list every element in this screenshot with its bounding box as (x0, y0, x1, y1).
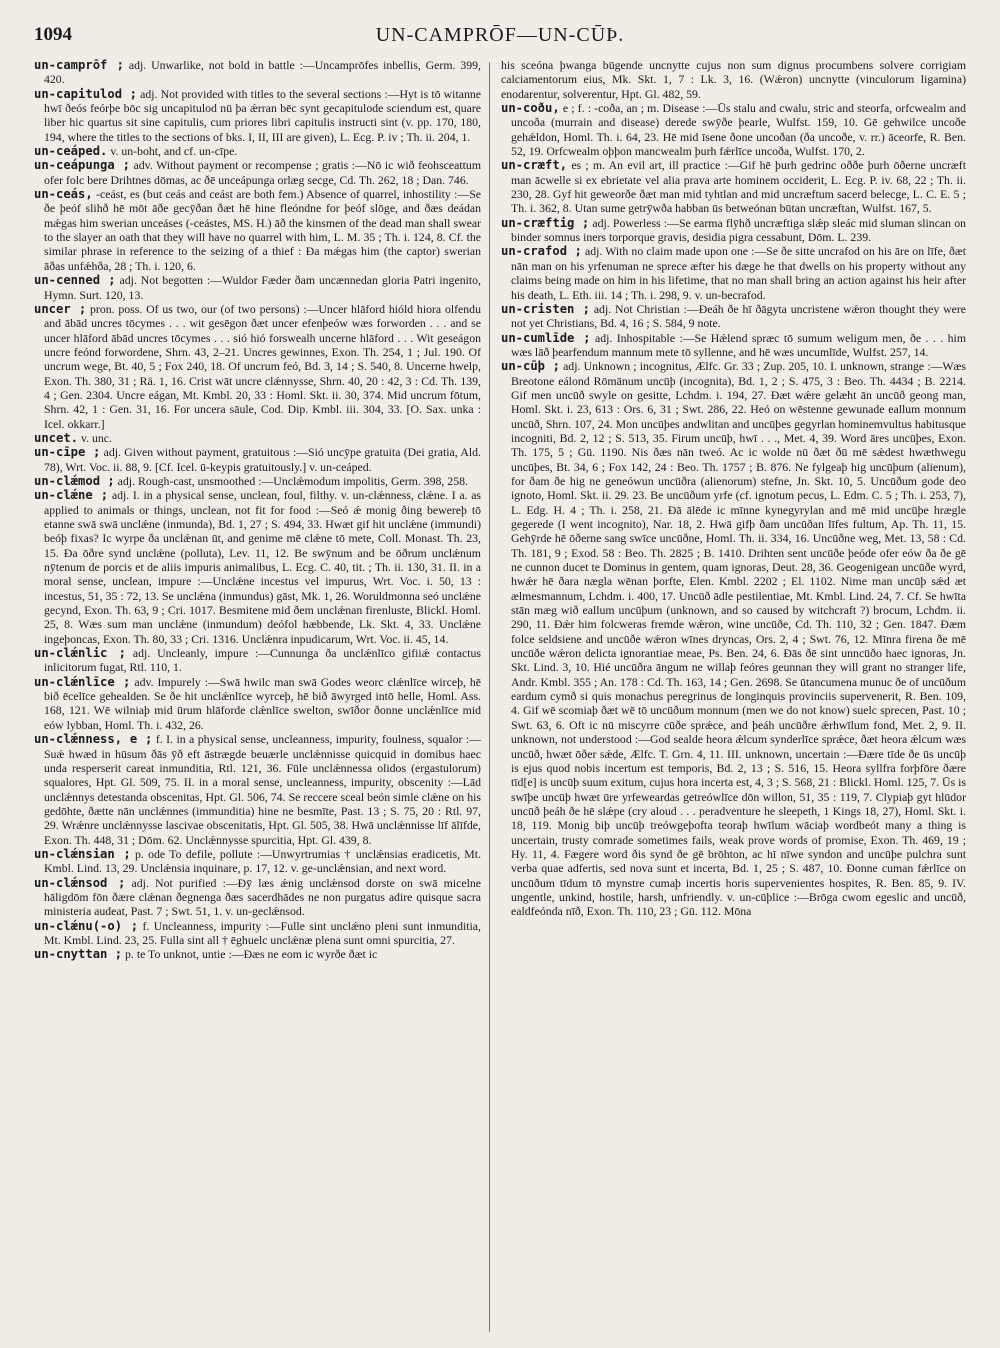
dictionary-entry (34, 488, 481, 646)
entry-text: adj. Unwarlike, not bold in battle :—Uncamprōfes inbellis, Germ. 399, 420. (44, 58, 481, 87)
dictionary-entry (34, 58, 481, 87)
dictionary-entry (34, 474, 481, 488)
entry-headword: un-cræftig ; (501, 215, 590, 230)
dictionary-entry (34, 876, 481, 919)
entry-headword: un-clǽnlīce ; (34, 674, 131, 689)
column-divider (489, 62, 490, 1332)
entry-headword: un-clǽnness, e ; (34, 732, 153, 747)
dictionary-entry (34, 732, 481, 847)
entry-headword: un-clǽnsian ; (34, 846, 131, 861)
entry-text: adj. Unknown ; incognitus, Ælfc. Gr. 33 ; Zup. 205, 10. I. unknown, strange :—Wæs Breotone eálond Rōmānum uncūþ (incognita), Bd. 1, 2 ; S. 475, 3 : Beo. Th. 4434 ; B. 2214. Gif men uncūð swyle on gesitte, Lchdm. i. 194, 27. Ðæt wǽre gelæht ān uncūð geong man, Homl. Skt. i. 23, 613 : Ors. 6, 31 ; Swt. 286, 22. Heó on wēstenne gewunade eallum monnum uncūð, Shrn. 107, 24. Mon uncūþes andwlitan and uncūþes gegyrlan hominemvultus habitusque incogniti, Bd. 2, 12 ; S. 513, 35. Firum uncūþ, hwī . . ., Met. 4, 39. Word āres uncūþes, Exon. Th. 175, 5 ; Gū. 1190. Nis ðæs nān tweó. Ac ic wolde nū ðæt ðū mē sǽdest hwæthwegu uncūþes, Bt. 34, 6 ; Fox 142, 24 : Beo. Th. 1757 ; B. 876. Ne fylgeaþ hig uncūþum (alienum), for ðam ðe hig ne geneówun uncūðra (alienorum) stefne, Jn. Skt. 10, 5. Uncūðum gode deo ignoto, Homl. Skt. ii. 29. 23. Be uncūðum yrfe (cf. ignotum pecus, L. Edm. C. 5 ; Th. i. 253, 7), L. Edg. H. 4 ; Th. i. 258, 21. Ðā ālēde ic mīnne kynegyrylan and mē mid uncūþe hrægle gegerede (I went incognito), Nar. 18, 2. Hwā gifþ ðam uncūðan līfes fultum, Ap. Th. 11, 15. Gehȳrde hē ōðerne sang swīce uncūðne, Homl. Th. ii. 334, 16. Uncūðne weg, Met. 13, 58 : Cd. Th. 181, 9 ; Exod. 58 : Beo. Th. 2825 ; B. 1410. Drihten sent uncūðe þeóde ofer eów ða ðe gē ne cunnon ducet te Dominus in gentem, quam ignoras, Deut. 28, 36. Geogenigean uncūðe wyrd, hwǽr hē ðara nægla wēnan þorfte, Elen. Kmbl. 2202 ; El. 1102. Nime man uncūþ sǽd æt ælmesmannum, Lchdm. i. 400, 17. Uncūð ādle pestilentiae, Mt. Kmbl. Lind. 24, 7. Cf. Se hwīta stān mæg wið eallum uncūþum (unknown, and so caused by witchcraft ?) brocum, Lchdm. ii. 290, 11. Ðǽr him folcweras fremde wǽron, wine uncūðe, Cd. Th. 110, 32 ; Gen. 1847. Ðæm folce seldsiene and uncūðe wǽron wīnes dryncas, Ors. 2, 4 ; Swt. 76, 12. Mīnra firena ðe mē uncūðe wǽron delicta ignorantiae meae, Ps. Ben. 24, 6. Ðās ðē sint unncūðo haec ignoras, Jn. Skt. Lind. 3, 10. Hié uncūðra āngum ne willaþ feóres geunnan they will grant no stranger life, Andr. Kmbl. 355 ; An. 178 : Cd. Th. 163, 14 ; Gen. 2698. Se ūtancumena munuc ðe of uncūðum eardum cymð si quis monachus peregrinus de longinquis provinciis supervenerit, R. Ben. 109, 4. Gif wē scomiaþ ðæt wē tō uncūðum monnum (men we do not know) suelc sprecen, Past. 10 ; Swt. 63, 6. Oft ic nū miscyrre cūðe sprǽce, and þeáh uncūðre ǽrhwīlum fond, Met. 2, 9. II. unknown, not understood :—God sealde heora ǽlcum synderlīce sprǽce, ðæt heora ǽlcum wæs uncūð, hwæt ōðer sǽde, Ælfc. T. Grn. 4, 11. III. unknown, uncertain :—Ðære tīde ðe ūs uncūþ is ejus quod nobis incertum est temporis, Bd. 2, 13 ; S. 516, 15. Heora syllfra forþfōre ðære tīd[e] is uncūþ suum exitum, cujus hora incerta est, 4, 3 ; S. 568, 21 : Blickl. Homl. 125, 7. Ūs is swīþe uncūþ hwæt ūre yrfeweardas getreówlīce dōn willon, 51, 35 : 119, 7. Clypiaþ gyt hlūdor uncūð þeáh ðe hē slǽpe (cry aloud . . . peradventure he sleepeth, 1 Kings 18, 27), Homl. Skt. i. 18, 119. Monig biþ uncūþ treówgeþofta teoraþ hwīlum wāciaþ wordbeót many a thing is uncertain, trusty comrade sometimes fails, weak prove words of promise, Exon. Th. 469, 19 ; Hy. 11, 4. Fægere word ðis synd ðe gē brōhton, ac hī nīwe syndon and uncūþe pulchra sunt verba quae adfertis, sed nova sunt et incerta, Bd. 1, 25 ; S. 487, 10. Ðonne cuman fǽrlīce on uncūðum tīdum tō mynstre cumaþ incertis horis supervenientes hospites, R. Ben. 85, 9. IV. ungentle, unkind, hostile, harsh, unfriendly. v. un-cūþlice :—Brōga cwom egeslic and uncūð, ealdfeónda nīð, Exon. Th. 110, 23 ; Gū. 112. Mōna (511, 359, 966, 919)
entry-text: adj. I. in a physical sense, unclean, foul, filthy. v. un-clǽnness, clǽne. I a. as applied to animals or things, unclean, not fit for food :—Seó ǽ monig ðing bewereþ tō etanne swā swā unclǽne (inmunda), Bd. 1, 27 ; S. 494, 33. Hwæt gif hit unclǽne (immundi) beóþ fixas? Ic wyrpe ða unclǽnan ūt, and genime mē clǽne tō mete, Coll. Monast. Th. 23, 15. Ða ōðre synd unclǽne (polluta), Lev. 11, 12. Be swȳnum and be ōðrum unclǽnum nȳtenum de porcis et de aliis impuris animalibus, L. Ecg. C. 40, tit. ; Th. ii. 130, 31. II. in a moral sense, unclean, impure :—Unclǽne incestus vel impurus, Wrt. Voc. i. 50, 13 : incestus, 51, 35 : 72, 13. Se unclǽna (inmundus) gāst, Mk. 1, 26. Woruldmonna seó unclǽne gecynd, Exon. Th. 63, 9 ; Cri. 1017. Besmitene mid ðem unclǽnan firenluste, Blickl. Homl. 25, 8. Wæs sum man unclǽne (inmundum) deófol hæbbende, Lk. Skt. 4, 33. Unclǽne ingeþoncas, Exon. Th. 80, 33 ; Cri. 1316. Unclǽnra inpudicarum, Wrt. Voc. ii. 45, 14. (44, 488, 481, 646)
entry-headword: un-cumlīde ; (501, 330, 591, 345)
entry-text: p. te To unknot, untie :—Ðæs ne eom ic wyrðe ðæt ic (125, 947, 378, 962)
entry-headword: un-clǽnlic ; (34, 646, 126, 661)
dictionary-entry (501, 244, 966, 301)
entry-text: his sceóna þwanga būgende uncnytte cujus non sum dignus procumbens solvere corrigiam calciamentorum eius, Mk. Skt. 1, 7 : Lk. 3, 16. (Wǽron) uncnytte (vinculorum ligamina) enodarentur, solverentur, Hpt. Gl. 482, 59. (501, 58, 966, 101)
entry-text: adj. Not provided with titles to the several sections :—Hyt is tō witanne hwī ðeós feórþe bōc sig uncapitulod nū þa ǽrran bēc synt gecapitulode sciendum est, quare liber hic quartus sit sine capitulis, cum priores libri capitulis instructi sint (v. pp. 170, 180, 194, where the titles to the sections of bks. I, II, III are given), L. Ecg. P. iv ; Th. ii. 204, 1. (44, 86, 481, 144)
dictionary-entry (34, 675, 481, 732)
entry-text: adj. With no claim made upon one :—Se ðe sitte uncrafod on his āre on līfe, ðæt nān man on his yrfenuman ne sprece æfter his dæge he that dwells on his property without any claims being made on him in his lifetime, that no man shall bring an action against his heir after his death, L. Eth. iii. 14 ; Th. i. 298, 9. v. un-becrafod. (511, 244, 966, 302)
dictionary-entry (501, 158, 966, 215)
dictionary-entry (501, 216, 966, 245)
dictionary-entry (34, 144, 481, 158)
dictionary-entry (501, 302, 966, 331)
dictionary-entry (501, 101, 966, 158)
page-header (34, 20, 966, 54)
entry-text: adj. Not begotten :—Wuldor Fæder ðam uncænnedan gloria Patri ingenito, Hymn. Surt. 120, 13. (44, 273, 481, 302)
entry-headword: un-clǽmod ; (34, 473, 115, 488)
entry-headword: un-ceáped. (34, 144, 108, 159)
entry-text: f. Uncleanness, impurity :—Fulle sint unclǽno pleni sunt inmunditia, Mt. Kmbl. Lind. 23, 25. Fulla sint all † ēghuelc unclǽnæ plena sunt omni spurcitia, 27. (44, 918, 481, 947)
entry-text: adv. Impurely :—Swā hwilc man swā Godes weorc clǽnlīce wirceþ, hē bið ēcelīce gehealden. Se ðe hit unclǽnlīce wyrceþ, hē bið āwyrged intō helle, Homl. Ass. 168, 121. Wē wilniaþ mid ūrum hlāforde clǽnlīce swelton, swīðor ðonne unclǽnlīce mid eów lybban, Homl. Th. i. 432, 26. (44, 674, 481, 732)
entry-text: es ; m. An evil art, ill practice :—Gif hē þurh gedrinc oððe þurh ōðerne uncræft man ācwelle si ex ebrietate vel alia prava arte hominem occiderit, L. Ecg. P. iv. 68, 22 ; Th. ii. 230, 28. Gyf hit geweorðe ðæt man mid tyhtlan and mid uncræftum sacerd belecge, L. C. E. 5 ; Th. i. 362, 8. Utan sume getrȳwða habban ūs betweónan būtan uncræftan, Wulfst. 167, 5. (511, 158, 966, 216)
page-number: 1094 (34, 24, 72, 45)
entry-text: adj. Uncleanly, impure :—Cunnunga ða unclǽnlīco gifiiǽ contactus inlicitorum fugat, Rtl. 110, 1. (44, 646, 481, 675)
entry-text: adj. Powerless :—Se earma flȳhð uncræftiga slǽp sleác mid sluman slincan on binder somnus iners torporque gravis, desidia pigra cessabunt, Dōm. L. 239. (511, 215, 966, 245)
dictionary-entry (34, 158, 481, 187)
entry-headword: un-cūþ ; (501, 359, 560, 374)
entry-text: adj. Rough-cast, unsmoothed :—Unclǽmodum impolitis, Germ. 398, 258. (117, 473, 468, 488)
entry-text: p. ode To defile, pollute :—Unwyrtrumias † unclǽnsias eradicetis, Mt. Kmbl. Lind. 13, 29. Unclǽnsia inquinare, p. 17, 12. v. ge-unclǽnsian, and next word. (44, 846, 481, 876)
left-column (34, 58, 481, 1340)
dictionary-entry (34, 445, 481, 474)
dictionary-entry (501, 359, 966, 918)
entry-headword: uncet. (34, 430, 79, 445)
dictionary-entry (34, 302, 481, 431)
entry-text: -ceást, es (but ceás and ceást are both fem.) Absence of quarrel, inhostility :—Se ðe þeóf slihð hē mōt āðe gecȳðan ðæt hē hine fleóndne for þeóf slōge, and ðæs deádan mǽgas him swerian unceáses (-ceástes, MS. H.) āð the kinsmen of the dead man shall swear to the slayer an oath that they will have no quarrel with him, L. M. 35 ; Th. i. 124, 8. Cf. the similar phrase in reference to the seizing of a thief : Ða mǽgas him (the captor) swerian āðas unfǽhða, 28 ; Th. i. 120, 6. (44, 187, 481, 273)
entry-text: adj. Not purified :—Ðȳ læs ǽnig unclǽnsod dorste on swā micelne hāligdōm fōn ðære clǽnan ðegnenga ðæs sacerdhādes ne non purgatus adire quisque sacra ministeria audeat, Past. 7 ; Swt. 51, 1. v. un-geclǽnsod. (44, 875, 481, 919)
entry-headword: un-coðu, (501, 101, 560, 116)
entry-headword: un-clǽnsod ; (34, 875, 126, 890)
running-head: UN-CAMPRŌF—UN-CŪÞ. (375, 24, 625, 46)
entry-text: f. I. in a physical sense, uncleanness, impurity, foulness, squalor :—Suǽ hwæd in hūsum ðās ȳð eft āstrægde beuærle unclǽnnisse quicquid in domibus haec unda resperserit careat inmunditia, Rtl. 121, 36. Fūle unclǽnnessa olidos (ergastulorum) squalores, Hpt. Gl. 509, 75. II. in a moral sense, uncleanness, impurity, obscenity :—Lād unclǽnnys detestanda obscenitas, Hpt. Gl. 506, 74. Se reccere sceal beón simle clǽne on his gedōhte, ðætte nān unclǽnnes (immunditia) hine ne besmīte, Past. 13 ; S. 75, 20 : Rtl. 97, 29. Wrǽnre unclǽnnysse lascivae obscenitatis, Hpt. Gl. 505, 38. Hwā unclǽnnisse līf ālīfde, Exon. Th. 448, 31 ; Dōm. 62. Unclǽnnysse spurcitia, Hpt. Gl. 439, 8. (44, 732, 481, 847)
entry-text: pron. poss. Of us two, our (of two persons) :—Uncer hlāford hióld hiora olfendu and ābād uncres tōcymes . . . wit gesēgon ðæt uncer efenþeów wæs forworden . . . and se uncer hlāford ābād uncres tōcymes . . . sió hió forswealh uncerne hlāford . . . Wit geseágon uncre feónd forwordene, Shrn. 43, 2–21. Uncres gewinnes, Exon. Th. 254, 1 ; Jul. 190. Of uncrum wege, Bt. 40, 5 ; Fox 240, 18. Of uncrum feó, Bd. 3, 14 ; S. 540, 8. Uncerne hwelp, Exon. Th. 380, 31 ; Rä. 1, 16. Crist wāt uncre clǽnnysse, Shrn. 40, 20 : 42, 3 : Cd. Th. 139, 4 ; Gen. 2304. Uncre eágan, Mt. Kmbl. 20, 33 : Homl. Skt. ii. 30, 374. Mid uncrum fōtum, Shrn. 42, 1 : Gen. 31, 16. For uncera sāule, Cod. Dip. Kmbl. iii. 304, 33. [O. Sax. unka : Icel. okkarr.] (44, 301, 481, 431)
entry-text: v. un-boht, and cf. un-cīpe. (110, 144, 238, 159)
entry-headword: un-camprōf ; (34, 58, 124, 72)
entry-headword: un-capitulod ; (34, 86, 137, 101)
dictionary-entry (34, 947, 481, 961)
dictionary-entry (34, 646, 481, 675)
dictionary-entry (34, 847, 481, 876)
dictionary-entry (34, 273, 481, 302)
entry-headword: un-cenned ; (34, 273, 116, 288)
entry-text: adj. Given without payment, gratuitous :—Sió uncȳpe gratuita (Dei gratia, Ald. 78), Wrt. Voc. ii. 88, 9. [Cf. Icel. ū-keypis gratuitously.] v. un-ceáped. (44, 445, 481, 474)
entry-headword: uncer ; (34, 301, 87, 316)
entry-headword: un-crafod ; (501, 244, 582, 259)
entry-headword: un-cristen ; (501, 301, 590, 316)
entry-headword: un-cnyttan ; (34, 947, 123, 962)
entry-text: e ; f. : -coða, an ; m. Disease :—Ūs stalu and cwalu, stric and steorfa, orfcwealm and uncoða (murrain and disease) derede swȳðe þearle, Wulfst. 159, 10. Gē gehwilce uncoðe gehǽldon, Homl. Th. i. 64, 23. Hē mid īsene ðone uncoðan (ða uncoðe, v. rr.) āceorfe, R. Ben. 52, 19. Orfcwealm oþþon mancwealm þurh fǽrlīce uncoða, Wulfst. 170, 2. (511, 101, 966, 159)
entry-headword: un-clǽnu(-o) ; (34, 918, 139, 933)
entry-text: adv. Without payment or recompense ; gratis :—Nō ic wið feohsceattum ofer folc bere Drihtnes dōmas, ac ðē unceápunga orlæg secge, Cd. Th. 262, 18 ; Dan. 746. (44, 158, 481, 187)
dictionary-entry (34, 87, 481, 144)
entry-text: adj. Inhospitable :—Se Hǽlend spræc tō sumum weligum men, ðe . . . him wæs lāð þearfendum mannum mete tō syllenne, and hē wæs uncumlīde, Wulfst. 257, 14. (511, 330, 966, 359)
dictionary-entry (34, 431, 481, 445)
dictionary-entry (34, 919, 481, 948)
entry-headword: un-ceápunga ; (34, 158, 130, 173)
dictionary-entry (501, 58, 966, 101)
entry-headword: un-clǽne ; (34, 488, 109, 503)
entry-text: v. unc. (80, 430, 112, 445)
entry-headword: un-ceás, (34, 187, 93, 202)
right-column (501, 58, 966, 1340)
dictionary-entry (34, 187, 481, 273)
entry-text: adj. Not Christian :—Ðeáh ðe hī ðāgyta uncristene wǽron thought they were not yet Christians, Bd. 4, 16 ; S. 584, 9 note. (511, 301, 966, 331)
dictionary-entry (501, 331, 966, 360)
entry-headword: un-cræft, (501, 158, 568, 173)
entry-headword: un-cīpe ; (34, 445, 101, 460)
